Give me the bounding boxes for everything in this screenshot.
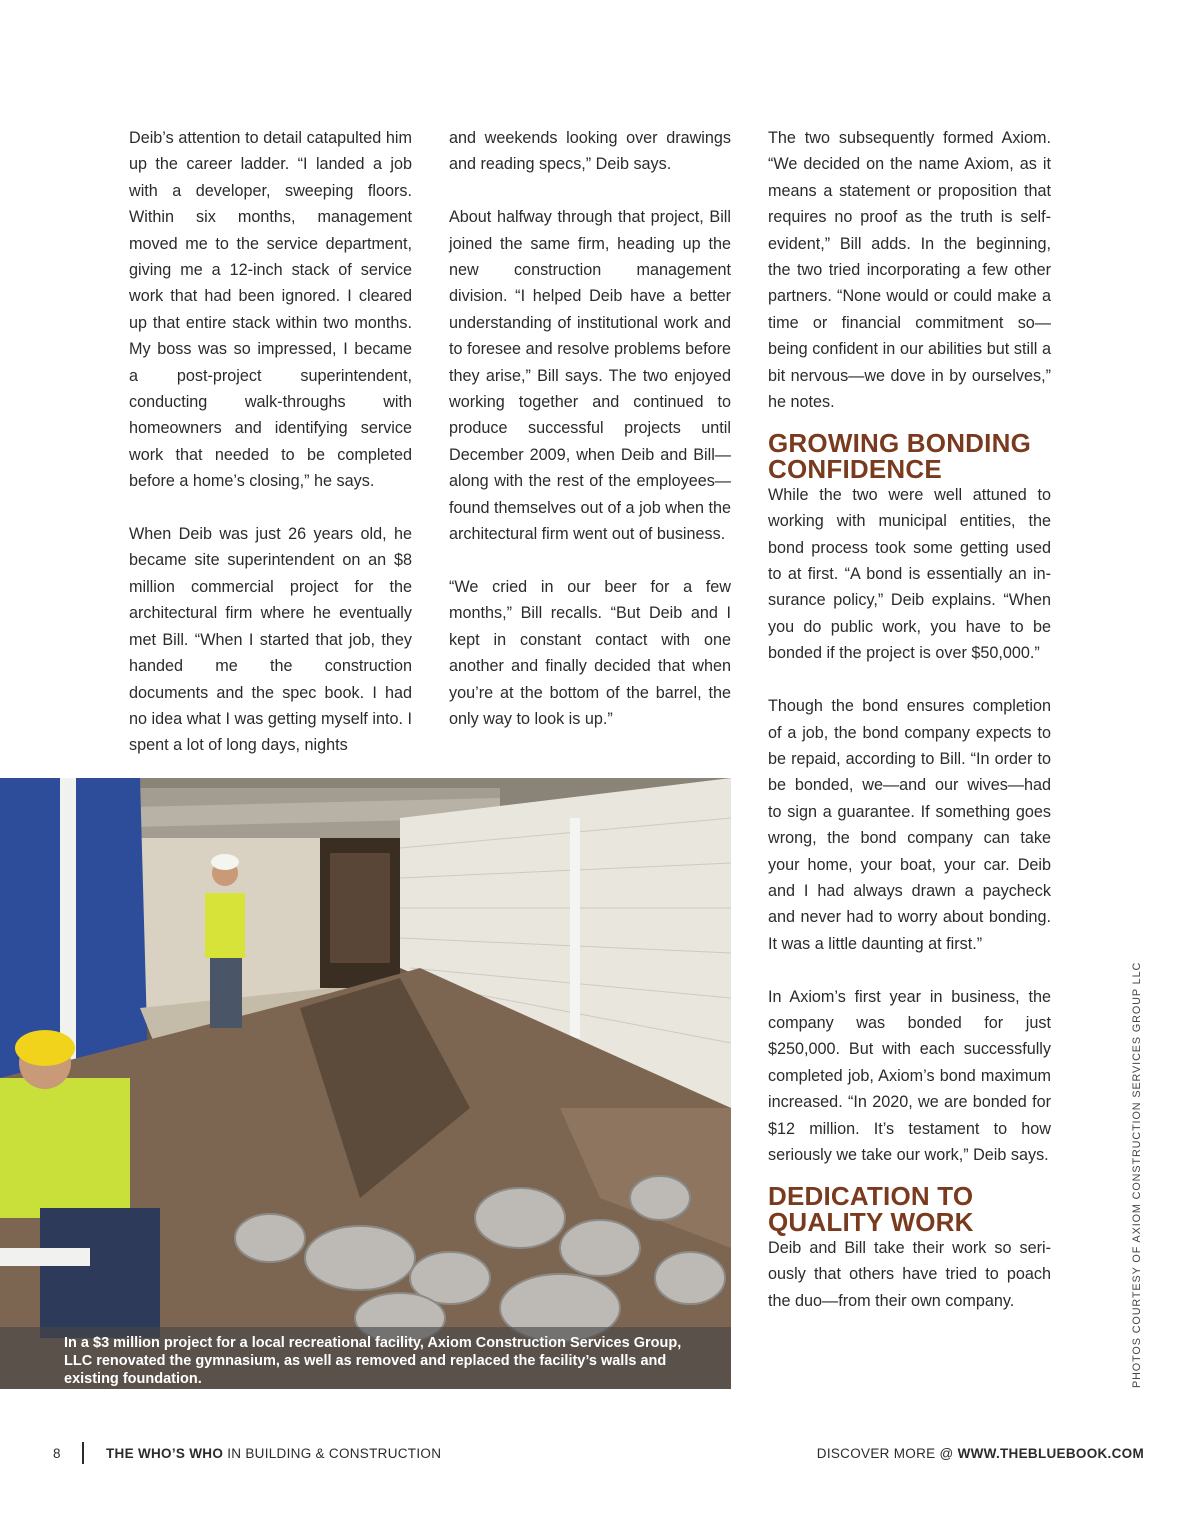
paragraph: Deib and Bill take their work so seriously that others have tried to poach the duo—from their own company.: [768, 1238, 1051, 1310]
photo-illustration: [0, 778, 731, 1389]
photo-caption: In a $3 million project for a local recreational facility, Axiom Construction Services Group, LLC renovated the gymnasium, as well as removed and replaced the facility’s walls and existing foundation.: [0, 1327, 731, 1389]
discover-link[interactable]: [817, 1446, 1144, 1461]
page-number: 8: [53, 1446, 61, 1461]
paragraph: About halfway through that project, Bill joined the same firm, heading up the new construction management division. “I helped Deib have a better understanding of institutional work and to foresee and resolve problems before they arise,” Bill says. The two enjoyed working together and continued to produce successful projects until December 2009, when Deib and Bill—along with the rest of the employees—found themselves out of a job when the architectural firm went out of business.: [449, 208, 731, 544]
section-heading-growing-bonding: GROWING BONDING CONFIDENCE: [768, 427, 1031, 484]
article-column-1: [129, 125, 412, 759]
article-column-2: [449, 125, 731, 732]
paragraph: When Deib was just 26 years old, he became site superintendent on an $8 million commercial project for the architectural firm where he eventually met Bill. “When I started that job, they handed me the construction documents and the spec book. I had no idea what I was getting myself into. I spent a lot of long days, nights: [129, 525, 412, 755]
publication-title-rest: IN BUILDING & CONSTRUCTION: [223, 1446, 442, 1461]
construction-site-photo: [0, 778, 731, 1389]
section-heading-dedication: DEDICATION TO QUALITY WORK: [768, 1180, 974, 1237]
publication-title: [106, 1446, 441, 1461]
publication-title-bold: THE WHO’S WHO: [106, 1446, 224, 1461]
paragraph: While the two were well attuned to working with municipal entities, the bond process took some getting used to at first. “A bond is essentially an insurance policy,” Deib explains. “When you do public work, you have to be bonded if the project is over $50,000.”: [768, 485, 1051, 663]
discover-label: DISCOVER MORE @: [816, 1446, 958, 1461]
paragraph: The two subsequently formed Axiom. “We decided on the name Axiom, as it means a statement or proposition that requires no proof as the truth is self-evident,” Bill adds. In the beginning, the two tried incorporating a few other partners. “None would or could make a time or financial commitment so—being confident in our abilities but still a bit nervous—we dove in by ourselves,” he notes.: [768, 129, 1051, 412]
paragraph: and weekends looking over drawings and reading specs,” Deib says.: [449, 129, 731, 174]
paragraph: “We cried in our beer for a few months,” Bill recalls. “But Deib and I kept in constant contact with one another and finally decided that when you’re at the bottom of the barrel, the only way to look is up.”: [449, 577, 731, 728]
photo-credit: PHOTOS COURTESY OF AXIOM CONSTRUCTION SERVICES GROUP LLC: [1131, 961, 1143, 1388]
article-column-3: [768, 125, 1051, 1314]
paragraph: In Axiom’s first year in business, the company was bonded for just $250,000. But with each successfully completed job, Axiom’s bond maximum increased. “In 2020, we are bonded for $12 million. It’s testament to how seriously we take our work,” Deib says.: [768, 987, 1051, 1164]
page-footer: [0, 1446, 1200, 1466]
footer-divider: [82, 1442, 84, 1464]
paragraph: Though the bond ensures completion of a job, the bond company expects to be repaid, according to Bill. “In order to be bonded, we—and our wives—had to sign a guarantee. If something goes wrong, the bond company can take your home, your boat, your car. Deib and I had always drawn a paycheck and never had to worry about bonding. It was a little daunting at first.”: [768, 697, 1051, 953]
paragraph: Deib’s attention to detail catapulted him up the career ladder. “I landed a job with a developer, sweeping floors. Within six months, management moved me to the service department, giving me a 12-inch stack of service work that had been ignored. I cleared up that entire stack within two months. My boss was so impressed, I became a post-project superintendent, conducting walk-throughs with homeowners and identifying service work that needed to be completed before a home’s closing,” he says.: [129, 129, 412, 491]
discover-url[interactable]: WWW.THEBLUEBOOK.COM: [957, 1446, 1144, 1461]
